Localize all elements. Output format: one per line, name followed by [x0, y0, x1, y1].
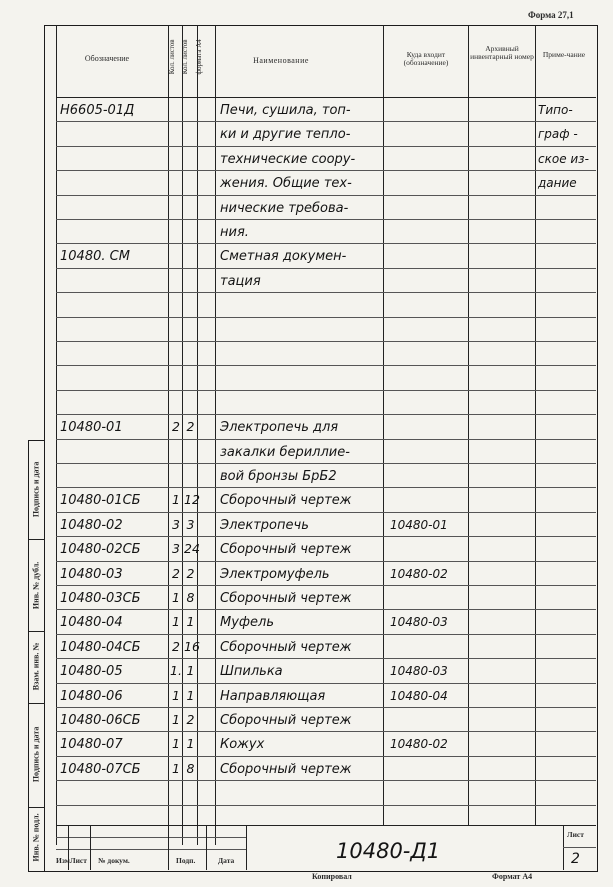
- cell-designation: 10480-02СБ: [60, 542, 141, 558]
- header-archive-number: Архивный инвентарный номер: [470, 44, 534, 62]
- row-rule: [56, 609, 596, 610]
- cell-sheets: 3: [172, 541, 180, 557]
- cell-notes: дание: [538, 176, 577, 191]
- header-designation: Обозначение: [84, 54, 130, 63]
- row-rule: [56, 439, 596, 440]
- row-rule: [56, 317, 596, 318]
- side-label-orig-inv: Инв. № подл.: [31, 813, 41, 862]
- side-label-signature-2: Подпись и дата: [31, 726, 41, 783]
- cell-name: Муфель: [220, 615, 274, 631]
- row-rule: [56, 195, 596, 196]
- row-rule: [56, 634, 596, 635]
- cell-copies: 3: [186, 516, 195, 532]
- cell-designation: 10480-05: [60, 664, 123, 680]
- title-col-sheet: Лист: [70, 856, 87, 865]
- cell-notes: Типо-: [538, 103, 573, 117]
- cell-sheets: 1: [172, 760, 180, 776]
- row-rule: [56, 756, 596, 757]
- cell-sheets: 2: [172, 419, 180, 435]
- row-rule: [56, 219, 596, 220]
- cell-sheets: 1: [172, 687, 180, 703]
- cell-designation: 10480-03: [60, 566, 123, 582]
- cell-copies: 2: [186, 565, 195, 581]
- cell-name: Сборочный чертеж: [220, 713, 352, 728]
- cell-designation: 10480. СМ: [60, 249, 130, 265]
- row-rule: [56, 536, 596, 537]
- row-rule: [56, 146, 596, 147]
- cell-where-used: 10480-04: [390, 688, 448, 703]
- cell-designation: 10480-02: [60, 517, 123, 533]
- cell-sheets: 2: [172, 638, 180, 654]
- header-format: формата А4: [195, 39, 204, 75]
- cell-where-used: 10480-02: [390, 566, 448, 581]
- cell-notes: ское из-: [538, 151, 589, 166]
- cell-where-used: 10480-02: [390, 737, 448, 752]
- cell-name: нические требова-: [220, 200, 349, 216]
- cell-copies: 1: [186, 614, 195, 630]
- cell-sheets: 1: [172, 712, 180, 727]
- cell-sheets: 1: [172, 736, 180, 752]
- title-col-doc: № докум.: [98, 856, 130, 865]
- row-rule: [56, 463, 596, 464]
- row-rule: [56, 121, 596, 122]
- row-rule: [56, 585, 596, 586]
- cell-copies: 12: [184, 492, 200, 508]
- cell-designation: 10480-06: [60, 688, 123, 704]
- row-rule: [56, 683, 596, 684]
- cell-name: Печи, сушила, топ-: [220, 103, 351, 118]
- row-rule: [56, 341, 596, 342]
- side-label-signature-1: Подпись и дата: [31, 461, 41, 518]
- cell-designation: 10480-06СБ: [60, 713, 141, 728]
- col-divider-1: [168, 25, 169, 845]
- form-label: Форма 27,1: [528, 10, 574, 20]
- title-col-sign: Подп.: [176, 856, 196, 865]
- cell-copies: 8: [186, 760, 195, 776]
- cell-designation: 10480-07: [60, 737, 123, 753]
- cell-copies: 24: [184, 541, 200, 557]
- row-rule: [56, 731, 596, 732]
- cell-sheets: 3: [172, 516, 180, 532]
- cell-designation: Н6605-01Д: [60, 103, 135, 118]
- side-stamp-column: [28, 440, 45, 872]
- cell-name: Электропечь для: [220, 420, 339, 436]
- row-rule: [56, 390, 596, 391]
- row-rule: [56, 780, 596, 781]
- cell-designation: 10480-03СБ: [60, 591, 141, 606]
- row-rule: [56, 268, 596, 269]
- cell-where-used: 10480-03: [390, 664, 448, 679]
- col-divider-left: [56, 25, 57, 845]
- header-sheet-count: Кол. листов: [168, 39, 177, 75]
- cell-copies: 8: [186, 590, 195, 605]
- cell-sheets: 1: [172, 492, 180, 508]
- row-rule: [56, 292, 596, 293]
- title-col-rev: Изм: [56, 856, 70, 865]
- cell-sheets: 1.: [170, 663, 182, 679]
- header-row: [56, 25, 596, 97]
- row-rule: [56, 805, 596, 806]
- cell-copies: 1: [186, 736, 195, 752]
- row-rule: [56, 487, 596, 488]
- row-rule: [56, 365, 596, 366]
- cell-name: Шпилька: [220, 664, 283, 680]
- row-rule: [56, 561, 596, 562]
- col-divider-3: [197, 25, 198, 845]
- cell-where-used: 10480-01: [390, 517, 448, 532]
- cell-designation: 10480-01: [60, 420, 123, 436]
- cell-name: Сборочный чертеж: [220, 591, 352, 606]
- cell-name: тация: [220, 273, 261, 289]
- sheet-number: 2: [571, 851, 580, 867]
- cell-notes: граф -: [538, 127, 578, 142]
- sheet-label: Лист: [567, 830, 584, 839]
- row-rule: [56, 707, 596, 708]
- row-rule: [56, 658, 596, 659]
- cell-name: Сборочный чертеж: [220, 493, 352, 509]
- cell-name: Электропечь: [220, 517, 309, 533]
- cell-name: ния.: [220, 225, 249, 240]
- cell-copies: 2: [186, 712, 195, 727]
- footer-copied: Копировал: [312, 872, 352, 881]
- cell-copies: 1: [186, 663, 195, 679]
- row-rule: [56, 512, 596, 513]
- cell-name: Электромуфель: [220, 566, 330, 582]
- col-divider-4: [215, 25, 216, 845]
- cell-designation: 10480-01СБ: [60, 493, 141, 509]
- row-rule: [56, 414, 596, 415]
- cell-copies: 16: [184, 638, 200, 654]
- header-notes: Приме-чание: [542, 50, 586, 59]
- cell-name: технические соору-: [220, 151, 356, 167]
- doc-code: 10480-Д1: [336, 839, 441, 863]
- header-copy-count: Кол. листов: [181, 39, 190, 75]
- cell-name: Сборочный чертеж: [220, 542, 352, 558]
- row-rule: [56, 170, 596, 171]
- cell-sheets: 1: [172, 614, 180, 630]
- col-divider-2: [182, 25, 183, 845]
- header-where-used: Куда входит (обозначение): [403, 50, 449, 68]
- cell-designation: 10480-04: [60, 615, 123, 631]
- cell-name: закалки бериллие-: [220, 444, 350, 460]
- cell-name: Сборочный чертеж: [220, 761, 352, 777]
- cell-name: вой бронзы БрБ2: [220, 469, 337, 484]
- cell-sheets: 2: [172, 565, 180, 581]
- footer-format: Формат А4: [492, 872, 533, 881]
- cell-name: Направляющая: [220, 688, 326, 704]
- cell-sheets: 1: [172, 590, 180, 605]
- row-rule: [56, 243, 596, 244]
- cell-name: Сборочный чертеж: [220, 639, 352, 655]
- title-block: [56, 825, 596, 870]
- cell-name: ки и другие тепло-: [220, 127, 351, 143]
- cell-where-used: 10480-03: [390, 615, 448, 630]
- side-label-replace-inv: Взам. инв. №: [31, 642, 41, 691]
- cell-designation: 10480-04СБ: [60, 639, 141, 655]
- cell-copies: 2: [186, 419, 195, 435]
- header-bottom-line: [56, 97, 596, 98]
- cell-name: Кожух: [220, 737, 265, 753]
- cell-name: Сметная докумен-: [220, 249, 347, 265]
- title-col-date: Дата: [218, 856, 235, 865]
- cell-designation: 10480-07СБ: [60, 761, 141, 777]
- header-name: Наименование: [253, 56, 309, 65]
- cell-copies: 1: [186, 687, 195, 703]
- side-label-dup-inv: Инв. № дубл.: [31, 561, 41, 610]
- cell-name: жения. Общие тех-: [220, 176, 352, 192]
